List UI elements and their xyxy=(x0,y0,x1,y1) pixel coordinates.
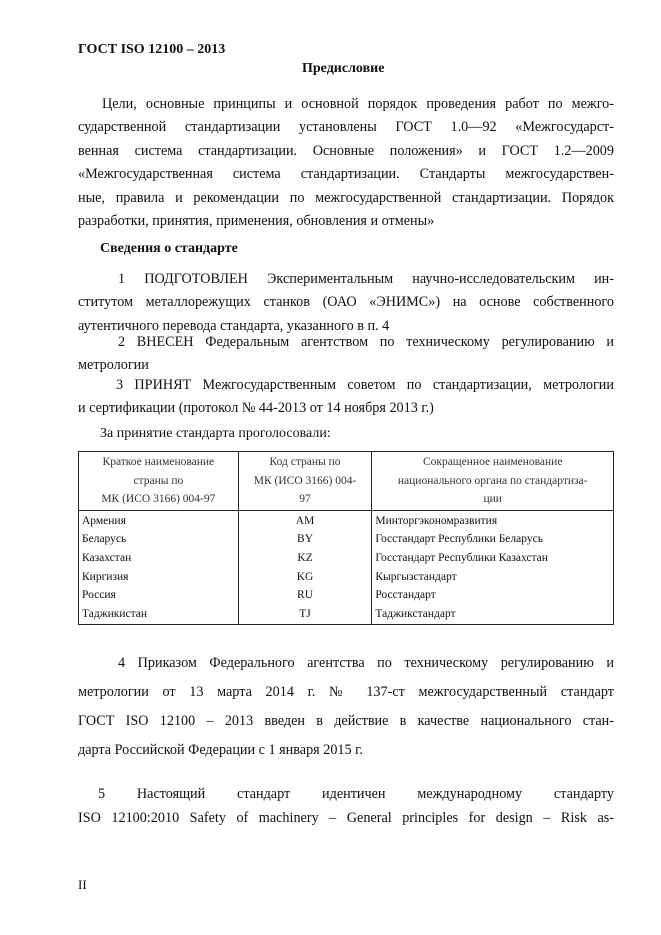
intro-line: разработки, принятия, применения, обновления и отмены» xyxy=(78,213,435,230)
item-1-prepared xyxy=(78,268,614,338)
item-2-introduced xyxy=(78,331,614,378)
item-5-line: ISO 12100:2010 Safety of machinery – General principles for design – Risk as- xyxy=(78,810,614,826)
country-code: TJ xyxy=(299,607,311,620)
document-code-header: ГОСТ ISO 12100 – 2013 xyxy=(78,42,226,57)
national-body: Госстандарт Республики Беларусь xyxy=(375,533,543,546)
item-4-line: дарта Российской Федерации с 1 января 2015 г. xyxy=(78,742,363,758)
item-4-line: ГОСТ ISO 12100 – 2013 введен в действие в качестве национального стан- xyxy=(78,713,614,729)
table-row xyxy=(79,510,614,625)
voting-countries-table xyxy=(78,451,614,625)
intro-line: сударственной стандартизации установлены ГОСТ 1.0—92 «Межгосударст- xyxy=(78,119,614,136)
national-body: Минторгэкономразвития xyxy=(375,514,498,527)
country-code: KG xyxy=(296,570,314,583)
vote-intro: За принятие стандарта проголосовали: xyxy=(100,426,331,441)
national-body: Росстандарт xyxy=(375,589,436,602)
item-1-line: ститутом металлорежущих станков (ОАО «ЭНИМС») на основе собственного xyxy=(78,294,614,311)
country-name: Таджикистан xyxy=(82,607,148,620)
page-number: II xyxy=(78,877,87,892)
column-header-code: Код страны по МК (ИСО 3166) 004- 97 xyxy=(238,452,372,511)
country-code: RU xyxy=(297,589,314,602)
item-1-line: аутентичного перевода стандарта, указанного в п. 4 xyxy=(78,317,390,334)
item-3-line: 3 ПРИНЯТ Межгосударственным советом по стандартизации, метрологии xyxy=(116,377,614,393)
country-name: Беларусь xyxy=(82,533,127,546)
intro-line: Цели, основные принципы и основной порядок проведения работ по межго- xyxy=(102,96,614,112)
country-name: Армения xyxy=(82,514,126,527)
item-4-order xyxy=(78,649,614,765)
table-header-row xyxy=(79,452,614,511)
intro-line: «Межгосударственная система стандартизации. Стандарты межгосударствен- xyxy=(78,166,614,183)
item-2-line: метрологии xyxy=(78,357,149,374)
national-body: Таджикстандарт xyxy=(375,607,456,620)
item-5-identical xyxy=(78,782,614,830)
country-name: Казахстан xyxy=(82,551,132,564)
national-body: Госстандарт Республики Казахстан xyxy=(375,551,548,564)
standard-info-heading: Сведения о стандарте xyxy=(100,241,238,256)
country-name: Россия xyxy=(82,589,116,602)
foreword-intro-paragraph xyxy=(78,93,614,233)
country-code: KZ xyxy=(297,551,313,564)
country-name: Киргизия xyxy=(82,570,129,583)
country-code: BY xyxy=(297,533,314,546)
country-codes-cell xyxy=(238,510,372,625)
item-4-line: метрологии от 13 марта 2014 г. № 137-ст межгосударственный стандарт xyxy=(78,684,614,700)
item-5-line: 5 Настоящий стандарт идентичен международному стандарту xyxy=(98,786,614,802)
country-names-cell xyxy=(79,510,239,625)
item-4-line: 4 Приказом Федерального агентства по техническому регулированию и xyxy=(118,655,614,671)
national-bodies-cell xyxy=(372,510,614,625)
intro-line: ные, правила и рекомендации по межгосударственной стандартизации. Порядок xyxy=(78,189,614,206)
item-1-line: 1 ПОДГОТОВЛЕН Экспериментальным научно-исследовательским ин- xyxy=(118,271,614,287)
intro-line: венная система стандартизации. Основные положения» и ГОСТ 1.2—2009 xyxy=(78,142,614,159)
item-2-line: 2 ВНЕСЕН Федеральным агентством по техническому регулированию и xyxy=(118,334,614,350)
column-header-body: Сокращенное наименование национального органа по стандартиза- ции xyxy=(372,452,614,511)
foreword-title: Предисловие xyxy=(302,61,385,76)
national-body: Кыргызстандарт xyxy=(375,570,457,583)
item-3-line: и сертификации (протокол № 44-2013 от 14 ноября 2013 г.) xyxy=(78,400,434,417)
country-code: AM xyxy=(295,514,315,527)
item-3-adopted xyxy=(78,374,614,421)
column-header-country: Краткое наименование страны по МК (ИСО 3166) 004-97 xyxy=(79,452,239,511)
